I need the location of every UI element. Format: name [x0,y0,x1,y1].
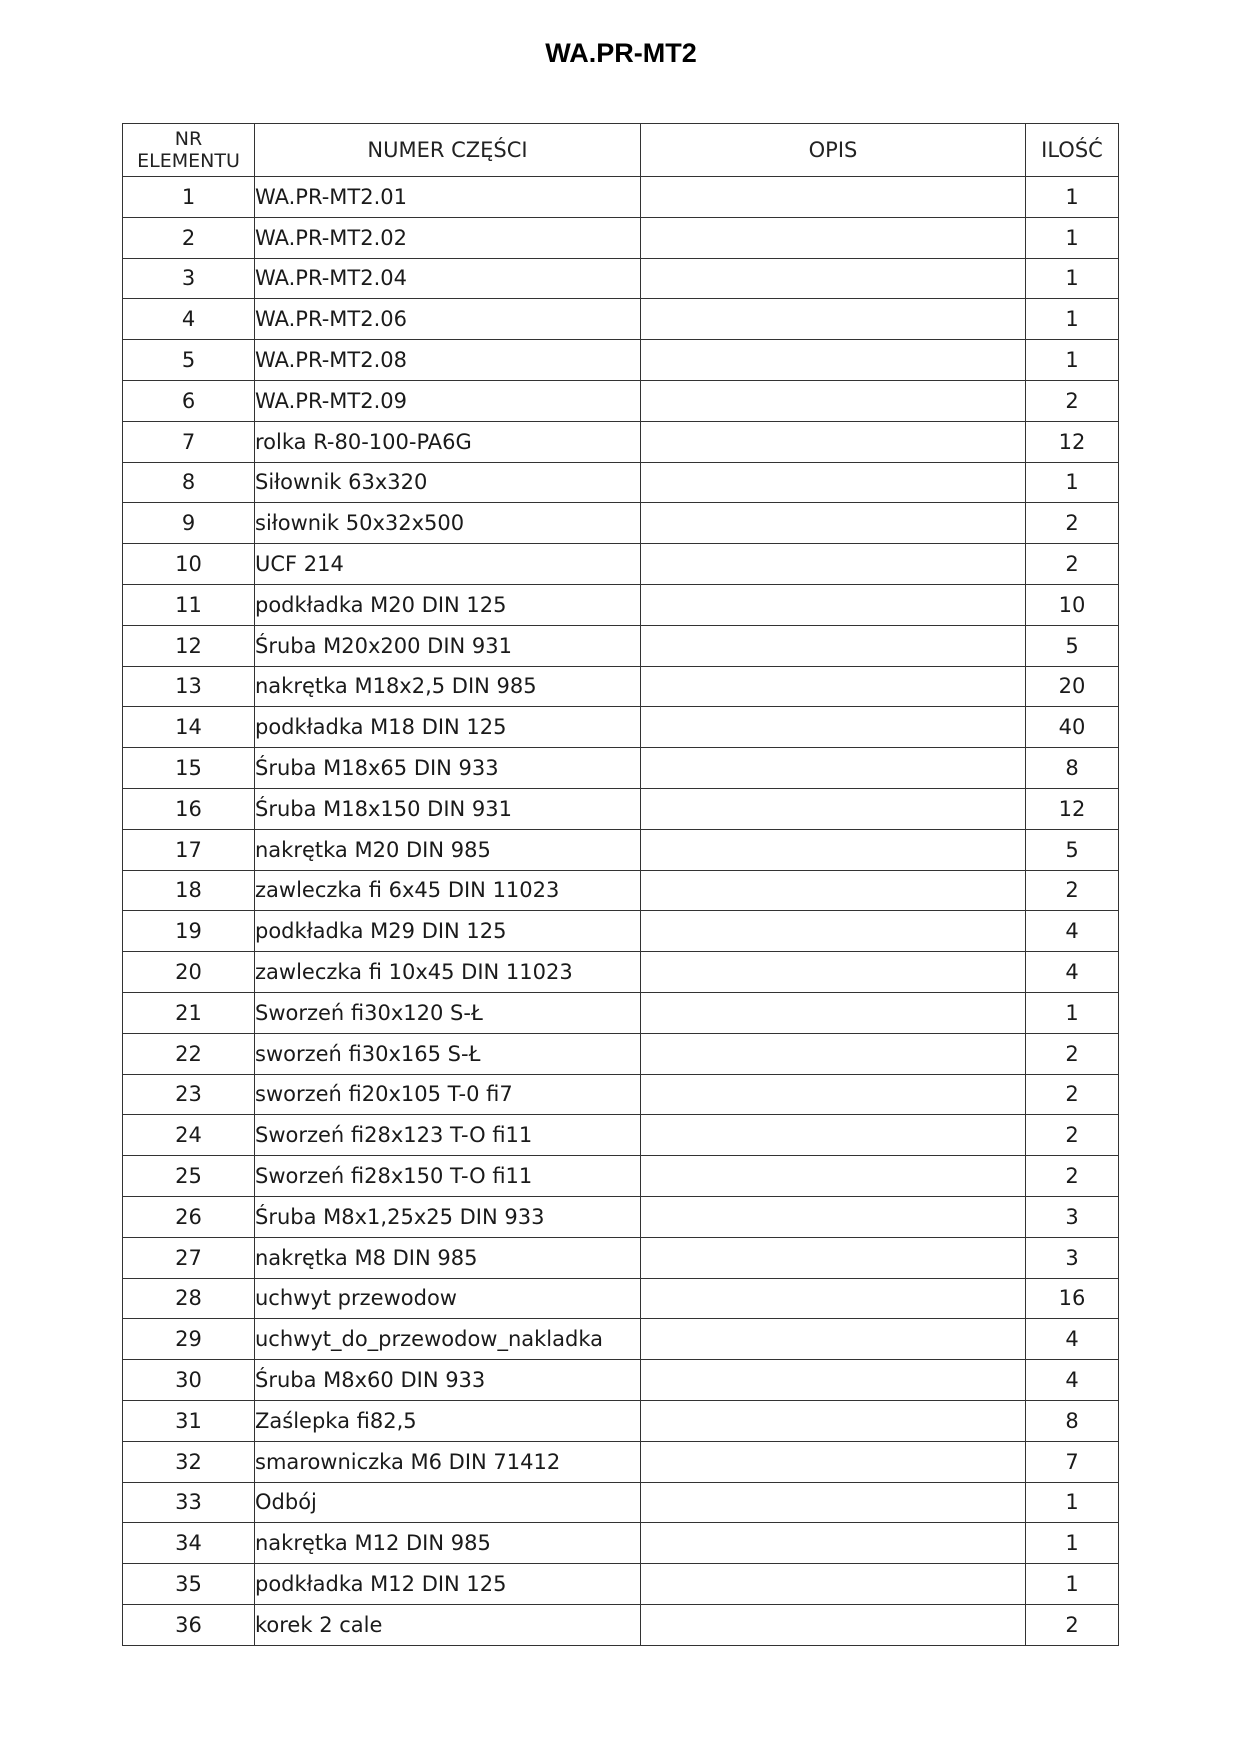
cell-quantity: 7 [1026,1441,1119,1482]
cell-part-number: Odbój [255,1482,641,1523]
cell-description [641,1237,1026,1278]
table-row [123,870,1119,911]
cell-element-number: 36 [123,1604,255,1645]
cell-quantity: 4 [1026,1360,1119,1401]
table-row [123,1115,1119,1156]
table-row [123,544,1119,585]
cell-quantity: 1 [1026,299,1119,340]
table-row [123,503,1119,544]
table-row [123,340,1119,381]
cell-element-number: 17 [123,829,255,870]
cell-quantity: 2 [1026,870,1119,911]
cell-quantity: 12 [1026,788,1119,829]
cell-quantity: 2 [1026,544,1119,585]
cell-part-number: Śruba M8x1,25x25 DIN 933 [255,1196,641,1237]
cell-description [641,1319,1026,1360]
cell-element-number: 29 [123,1319,255,1360]
cell-quantity: 2 [1026,1604,1119,1645]
table-row [123,1482,1119,1523]
table-row [123,748,1119,789]
cell-part-number: nakrętka M8 DIN 985 [255,1237,641,1278]
cell-description [641,584,1026,625]
table-row [123,1278,1119,1319]
cell-quantity: 20 [1026,666,1119,707]
table-header [123,124,1119,177]
cell-part-number: uchwyt_do_przewodow_nakladka [255,1319,641,1360]
cell-description [641,380,1026,421]
cell-part-number: Sworzeń fi30x120 S-Ł [255,992,641,1033]
cell-part-number: korek 2 cale [255,1604,641,1645]
cell-description [641,911,1026,952]
table-row [123,1319,1119,1360]
cell-quantity: 12 [1026,421,1119,462]
table-row [123,1360,1119,1401]
cell-part-number: siłownik 50x32x500 [255,503,641,544]
cell-part-number: WA.PR-MT2.01 [255,177,641,218]
table-row [123,217,1119,258]
cell-part-number: podkładka M18 DIN 125 [255,707,641,748]
cell-description [641,544,1026,585]
cell-quantity: 1 [1026,258,1119,299]
cell-description [641,177,1026,218]
cell-quantity: 8 [1026,1400,1119,1441]
cell-description [641,1074,1026,1115]
table-row [123,911,1119,952]
table-row [123,1604,1119,1645]
table-row [123,952,1119,993]
cell-element-number: 33 [123,1482,255,1523]
cell-element-number: 34 [123,1523,255,1564]
cell-quantity: 4 [1026,952,1119,993]
table-row [123,462,1119,503]
table-row [123,625,1119,666]
header-nr-line2: ELEMENTU [137,150,240,172]
cell-element-number: 9 [123,503,255,544]
cell-description [641,952,1026,993]
cell-description [641,217,1026,258]
table-row [123,1564,1119,1605]
cell-description [641,1115,1026,1156]
cell-element-number: 12 [123,625,255,666]
cell-element-number: 13 [123,666,255,707]
cell-element-number: 27 [123,1237,255,1278]
cell-description [641,870,1026,911]
cell-element-number: 23 [123,1074,255,1115]
table-row [123,1033,1119,1074]
header-quantity: ILOŚĆ [1026,124,1119,177]
cell-quantity: 3 [1026,1237,1119,1278]
cell-quantity: 8 [1026,748,1119,789]
cell-element-number: 11 [123,584,255,625]
cell-part-number: podkładka M29 DIN 125 [255,911,641,952]
cell-element-number: 21 [123,992,255,1033]
table-row [123,788,1119,829]
cell-part-number: nakrętka M12 DIN 985 [255,1523,641,1564]
table-row [123,380,1119,421]
cell-element-number: 26 [123,1196,255,1237]
table-row [123,1074,1119,1115]
table-row [123,1400,1119,1441]
cell-quantity: 16 [1026,1278,1119,1319]
cell-description [641,1523,1026,1564]
cell-quantity: 3 [1026,1196,1119,1237]
cell-description [641,748,1026,789]
cell-quantity: 2 [1026,380,1119,421]
cell-part-number: Sworzeń fi28x123 T-O fi11 [255,1115,641,1156]
table-row [123,1237,1119,1278]
cell-description [641,1360,1026,1401]
table-row [123,829,1119,870]
cell-description [641,340,1026,381]
cell-quantity: 5 [1026,625,1119,666]
cell-quantity: 5 [1026,829,1119,870]
table-row [123,1196,1119,1237]
cell-element-number: 20 [123,952,255,993]
cell-description [641,1441,1026,1482]
cell-description [641,788,1026,829]
table-row [123,421,1119,462]
header-element-number [123,124,255,177]
cell-element-number: 32 [123,1441,255,1482]
table-row [123,666,1119,707]
cell-description [641,503,1026,544]
cell-description [641,829,1026,870]
cell-part-number: Sworzeń fi28x150 T-O fi11 [255,1156,641,1197]
cell-quantity: 4 [1026,911,1119,952]
cell-quantity: 2 [1026,503,1119,544]
cell-element-number: 30 [123,1360,255,1401]
cell-description [641,1482,1026,1523]
cell-element-number: 3 [123,258,255,299]
cell-quantity: 2 [1026,1156,1119,1197]
table-row [123,258,1119,299]
cell-element-number: 7 [123,421,255,462]
cell-quantity: 2 [1026,1074,1119,1115]
table-row [123,177,1119,218]
cell-part-number: smarowniczka M6 DIN 71412 [255,1441,641,1482]
cell-part-number: UCF 214 [255,544,641,585]
cell-element-number: 24 [123,1115,255,1156]
cell-quantity: 1 [1026,217,1119,258]
cell-description [641,1564,1026,1605]
cell-description [641,625,1026,666]
cell-part-number: zawleczka fi 6x45 DIN 11023 [255,870,641,911]
cell-part-number: WA.PR-MT2.09 [255,380,641,421]
cell-quantity: 1 [1026,1482,1119,1523]
cell-quantity: 1 [1026,1523,1119,1564]
cell-element-number: 22 [123,1033,255,1074]
cell-quantity: 1 [1026,177,1119,218]
cell-description [641,462,1026,503]
cell-element-number: 31 [123,1400,255,1441]
cell-part-number: sworzeń fi20x105 T-0 fi7 [255,1074,641,1115]
cell-element-number: 5 [123,340,255,381]
cell-description [641,1156,1026,1197]
cell-quantity: 1 [1026,992,1119,1033]
cell-part-number: Śruba M18x150 DIN 931 [255,788,641,829]
table-row [123,707,1119,748]
cell-element-number: 4 [123,299,255,340]
cell-part-number: Śruba M20x200 DIN 931 [255,625,641,666]
cell-description [641,1278,1026,1319]
cell-part-number: Zaślepka fi82,5 [255,1400,641,1441]
cell-part-number: zawleczka fi 10x45 DIN 11023 [255,952,641,993]
cell-element-number: 2 [123,217,255,258]
table-row [123,1441,1119,1482]
cell-part-number: Śruba M8x60 DIN 933 [255,1360,641,1401]
cell-element-number: 10 [123,544,255,585]
cell-description [641,1400,1026,1441]
cell-element-number: 19 [123,911,255,952]
cell-description [641,707,1026,748]
cell-quantity: 2 [1026,1115,1119,1156]
header-description: OPIS [641,124,1026,177]
cell-element-number: 25 [123,1156,255,1197]
cell-description [641,666,1026,707]
cell-description [641,299,1026,340]
cell-description [641,992,1026,1033]
cell-quantity: 10 [1026,584,1119,625]
cell-element-number: 18 [123,870,255,911]
table-body [123,177,1119,1646]
header-part-number: NUMER CZĘŚCI [255,124,641,177]
cell-quantity: 1 [1026,462,1119,503]
cell-element-number: 1 [123,177,255,218]
cell-element-number: 14 [123,707,255,748]
table-row [123,584,1119,625]
header-row [123,124,1119,177]
cell-part-number: WA.PR-MT2.08 [255,340,641,381]
cell-part-number: Śruba M18x65 DIN 933 [255,748,641,789]
cell-description [641,258,1026,299]
header-nr-line1: NR [174,128,203,150]
cell-description [641,1033,1026,1074]
document-title: WA.PR-MT2 [545,38,697,68]
cell-part-number: WA.PR-MT2.04 [255,258,641,299]
cell-part-number: nakrętka M18x2,5 DIN 985 [255,666,641,707]
cell-quantity: 1 [1026,1564,1119,1605]
table-row [123,1156,1119,1197]
cell-part-number: sworzeń fi30x165 S-Ł [255,1033,641,1074]
cell-quantity: 4 [1026,1319,1119,1360]
cell-part-number: Siłownik 63x320 [255,462,641,503]
cell-part-number: rolka R-80-100-PA6G [255,421,641,462]
cell-part-number: podkładka M20 DIN 125 [255,584,641,625]
table-row [123,299,1119,340]
bill-of-materials-table [122,123,1119,1646]
cell-description [641,1196,1026,1237]
cell-part-number: WA.PR-MT2.06 [255,299,641,340]
cell-description [641,1604,1026,1645]
cell-quantity: 1 [1026,340,1119,381]
cell-element-number: 6 [123,380,255,421]
table-row [123,992,1119,1033]
cell-element-number: 28 [123,1278,255,1319]
cell-quantity: 40 [1026,707,1119,748]
cell-part-number: nakrętka M20 DIN 985 [255,829,641,870]
cell-part-number: WA.PR-MT2.02 [255,217,641,258]
cell-element-number: 16 [123,788,255,829]
cell-element-number: 35 [123,1564,255,1605]
cell-description [641,421,1026,462]
cell-part-number: podkładka M12 DIN 125 [255,1564,641,1605]
cell-element-number: 15 [123,748,255,789]
cell-element-number: 8 [123,462,255,503]
table-row [123,1523,1119,1564]
cell-quantity: 2 [1026,1033,1119,1074]
cell-part-number: uchwyt przewodow [255,1278,641,1319]
